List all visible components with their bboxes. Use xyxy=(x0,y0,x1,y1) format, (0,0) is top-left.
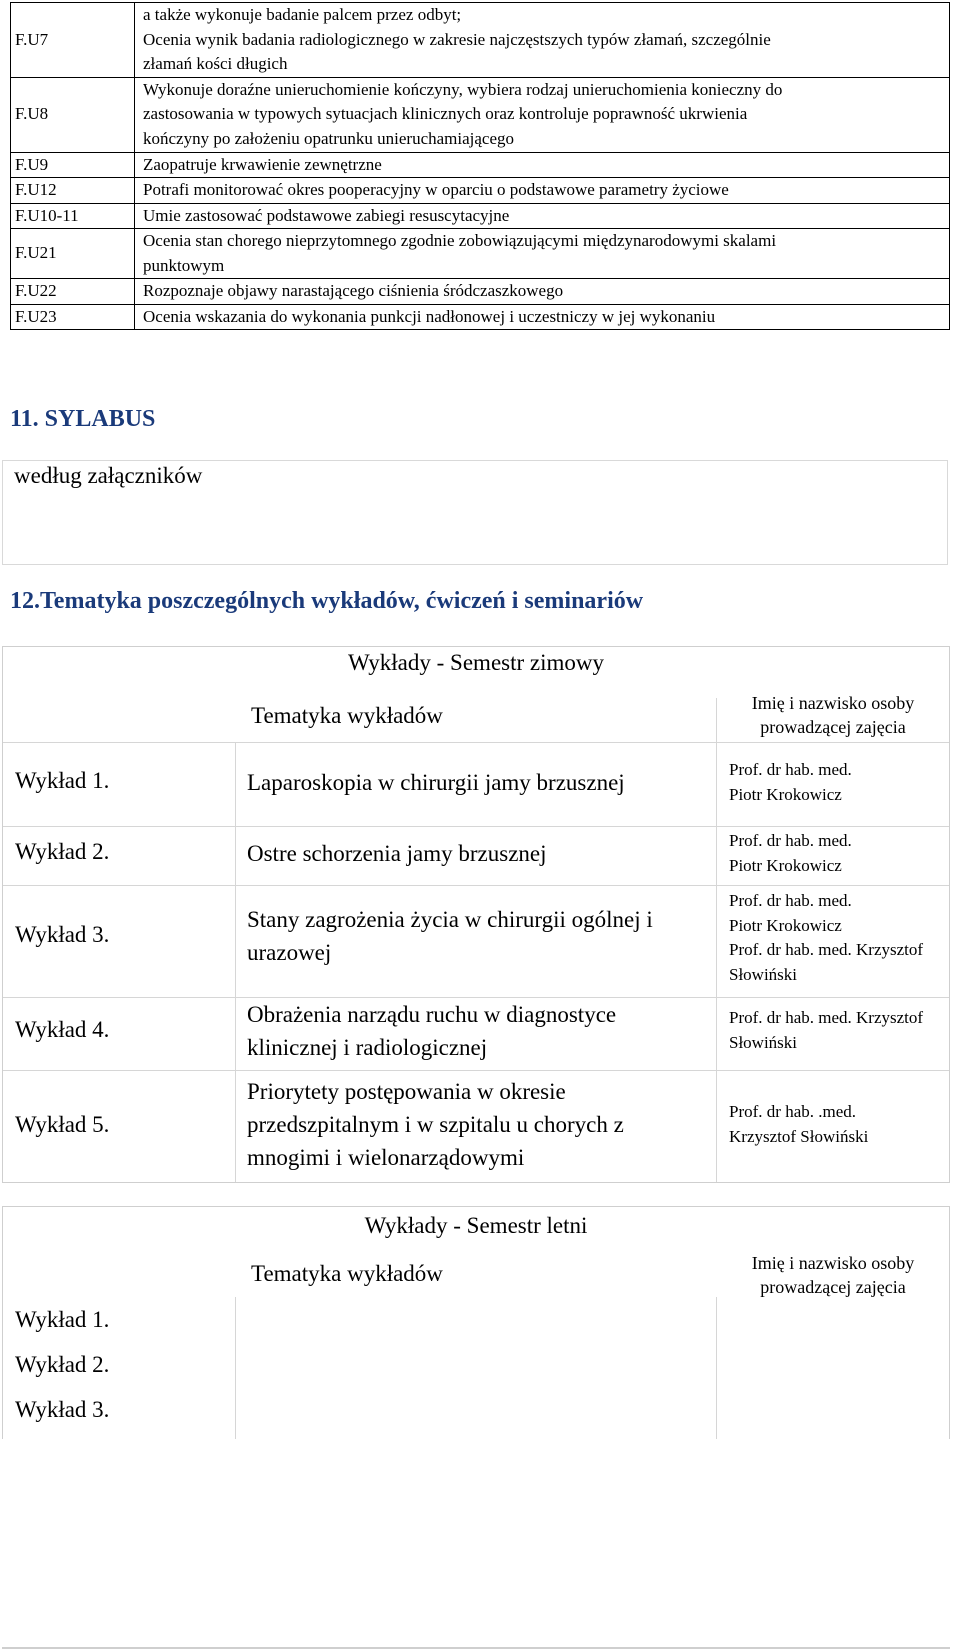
topic-line: Ostre schorzenia jamy brzusznej xyxy=(247,841,547,866)
teacher-header-line: Imię i nazwisko osoby xyxy=(751,1253,915,1273)
topic-header: Tematyka wykładów xyxy=(251,1261,443,1286)
outcome-description xyxy=(135,203,950,229)
outcome-line: a także wykonuje badanie palcem przez odbyt; xyxy=(143,5,462,24)
syllabus-box xyxy=(2,460,948,565)
outcome-description xyxy=(135,279,950,305)
outcome-code: F.U23 xyxy=(11,304,135,330)
teacher-line: Krzysztof Słowiński xyxy=(729,1126,869,1146)
section-11-heading: 11. SYLABUS xyxy=(10,406,156,432)
teacher-line: Słowiński xyxy=(729,964,798,984)
teacher-line: Piotr Krokowicz xyxy=(729,855,842,875)
outcome-code: F.U10-11 xyxy=(11,203,135,229)
topic-header: Tematyka wykładów xyxy=(251,703,443,728)
lecture-number: Wykład 4. xyxy=(15,1017,110,1042)
outcome-line: Potrafi monitorować okres pooperacyjny w oparciu o podstawowe parametry życiowe xyxy=(143,180,729,199)
outcome-line: punktowym xyxy=(143,255,225,275)
topic-line: przedszpitalnym i w szpitalu u chorych z xyxy=(247,1112,624,1137)
topic-line: Stany zagrożenia życia w chirurgii ogólnej i xyxy=(247,907,653,932)
table-row xyxy=(11,3,950,78)
teacher-line: Prof. dr hab. med. Krzysztof xyxy=(729,1008,924,1027)
lecture-number: Wykład 1. xyxy=(15,1307,110,1332)
table-row xyxy=(11,152,950,178)
lecture-number: Wykład 3. xyxy=(15,922,110,947)
lecture-number: Wykład 3. xyxy=(15,1397,110,1422)
teacher-line: Prof. dr hab. med. xyxy=(729,760,852,779)
outcome-line: Ocenia wskazania do wykonania punkcji nadłonowej i uczestniczy w jej wykonaniu xyxy=(143,306,716,326)
teacher-line: Prof. dr hab. med. Krzysztof xyxy=(729,940,924,959)
lecture-number: Wykład 5. xyxy=(15,1112,110,1137)
outcome-line: zastosowania w typowych sytuacjach klinicznych oraz kontroluje poprawność ukrwienia xyxy=(143,104,748,124)
teacher-line: Piotr Krokowicz xyxy=(729,915,842,935)
summer-lectures-table xyxy=(2,1206,950,1439)
lecture-teacher xyxy=(729,889,959,987)
teacher-header xyxy=(717,691,949,739)
outcome-line: złamań kości długich xyxy=(143,54,288,73)
outcome-line: Zaopatruje krwawienie zewnętrzne xyxy=(143,154,382,174)
winter-lectures-table xyxy=(2,646,950,1183)
outcome-line: Ocenia stan chorego nieprzytomnego zgodnie zobowiązującymi międzynarodowymi skalami xyxy=(143,231,777,250)
table-row xyxy=(11,178,950,204)
lecture-topic xyxy=(247,903,697,969)
teacher-line: Słowiński xyxy=(729,1032,798,1052)
outcome-code: F.U21 xyxy=(11,229,135,279)
outcome-line: kończyny po założeniu opatrunku unieruchamiającego xyxy=(143,128,515,148)
topic-line: mnogimi i wielonarządowymi xyxy=(247,1145,525,1170)
outcome-code: F.U22 xyxy=(11,279,135,305)
outcome-code: F.U12 xyxy=(11,178,135,204)
outcome-line: Wykonuje doraźne unieruchomienie kończyny, wybiera rodzaj unieruchomienia konieczny do xyxy=(143,79,783,99)
outcome-description xyxy=(135,152,950,178)
teacher-header-line: prowadzącej zajęcia xyxy=(760,717,906,737)
lecture-teacher xyxy=(729,1100,959,1149)
outcome-line: Umie zastosować podstawowe zabiegi resuscytacyjne xyxy=(143,205,510,225)
teacher-line: Prof. dr hab. med. xyxy=(729,891,852,910)
table-row xyxy=(11,77,950,152)
table-row xyxy=(11,279,950,305)
learning-outcomes-table xyxy=(10,2,950,330)
teacher-header xyxy=(717,1251,949,1299)
table-row xyxy=(11,304,950,330)
lecture-number: Wykład 2. xyxy=(15,1352,110,1377)
lecture-number: Wykład 2. xyxy=(15,839,110,864)
lecture-teacher xyxy=(729,1006,959,1055)
teacher-line: Piotr Krokowicz xyxy=(729,784,842,804)
lecture-teacher xyxy=(729,758,959,807)
winter-title: Wykłady - Semestr zimowy xyxy=(347,650,605,675)
lecture-topic xyxy=(247,1075,697,1174)
topic-line: Priorytety postępowania w okresie xyxy=(247,1079,566,1104)
outcome-description xyxy=(135,229,950,279)
outcome-line: Ocenia wynik badania radiologicznego w zakresie najczęstszych typów złamań, szczególnie xyxy=(143,29,771,49)
lecture-topic xyxy=(247,998,697,1064)
syllabus-content: według załączników xyxy=(14,463,203,488)
summer-title: Wykłady - Semestr letni xyxy=(364,1213,588,1238)
outcome-code: F.U8 xyxy=(11,77,135,152)
teacher-header-line: Imię i nazwisko osoby xyxy=(751,693,915,713)
outcome-description xyxy=(135,178,950,204)
table-row xyxy=(11,229,950,279)
outcome-line: Rozpoznaje objawy narastającego ciśnienia śródczaszkowego xyxy=(143,281,564,300)
lecture-topic xyxy=(247,766,697,799)
lecture-teacher xyxy=(729,829,959,878)
lecture-number: Wykład 1. xyxy=(15,768,110,793)
outcome-description xyxy=(135,77,950,152)
table-row xyxy=(11,203,950,229)
outcome-description xyxy=(135,304,950,330)
outcome-code: F.U9 xyxy=(11,152,135,178)
topic-line: Laparoskopia w chirurgii jamy brzusznej xyxy=(247,770,625,795)
teacher-header-line: prowadzącej zajęcia xyxy=(760,1277,906,1297)
topic-line: Obrażenia narządu ruchu w diagnostyce xyxy=(247,1002,617,1027)
teacher-line: Prof. dr hab. med. xyxy=(729,831,852,850)
section-12-heading: 12.Tematyka poszczególnych wykładów, ćwiczeń i seminariów xyxy=(10,588,644,614)
teacher-line: Prof. dr hab. .med. xyxy=(729,1102,857,1121)
outcome-description xyxy=(135,3,950,78)
outcome-code: F.U7 xyxy=(11,3,135,78)
topic-line: urazowej xyxy=(247,940,332,965)
topic-line: klinicznej i radiologicznej xyxy=(247,1035,488,1060)
lecture-topic xyxy=(247,837,697,870)
